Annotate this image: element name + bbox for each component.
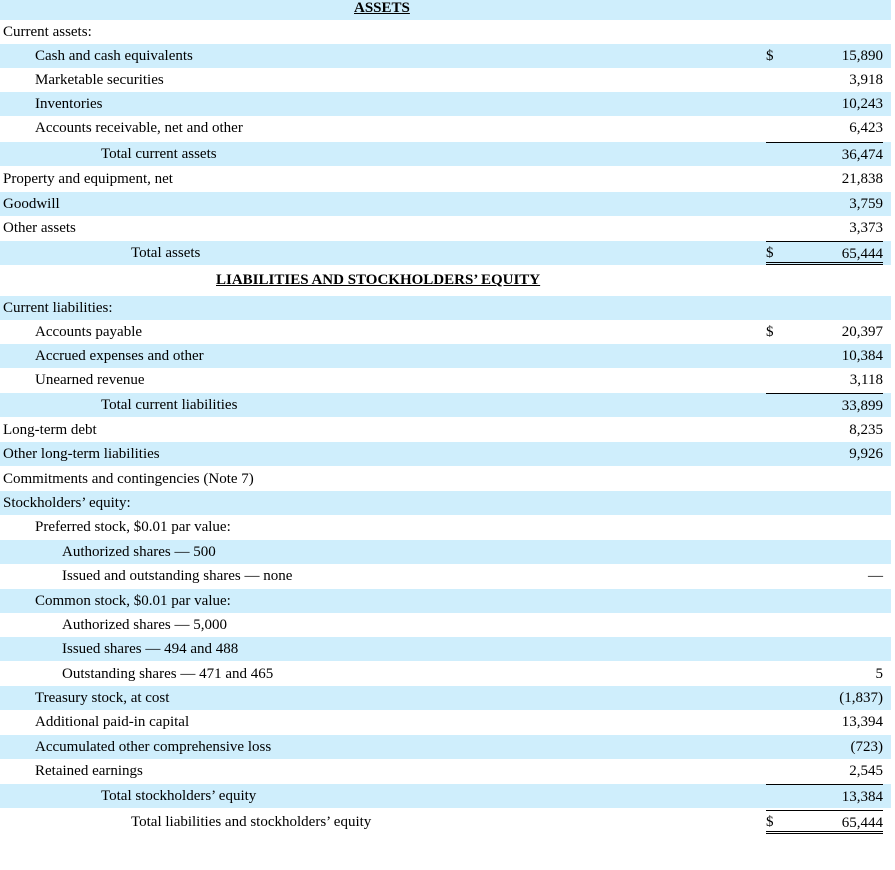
total-equity-row (0, 784, 891, 808)
inventories-label: Inventories (35, 96, 103, 112)
preferred-issued-row (0, 564, 891, 588)
currency-symbol: $ (766, 245, 774, 261)
common-outstanding-label: Outstanding shares — 471 and 465 (62, 666, 274, 682)
liabilities-heading-row (0, 268, 891, 294)
other-long-term-row (0, 442, 891, 466)
total-equity-value: 13,384 (766, 784, 883, 808)
cash-row (0, 44, 891, 68)
total-liabilities-equity-row (0, 810, 891, 834)
common-authorized-label: Authorized shares — 5,000 (62, 617, 227, 633)
cash-label: Cash and cash equivalents (35, 48, 193, 64)
treasury-stock-row (0, 686, 891, 710)
total-current-assets-value: 36,474 (766, 142, 883, 166)
currency-symbol: $ (766, 814, 774, 830)
cash-value: 15,890 (841, 48, 883, 64)
long-term-debt-value: 8,235 (849, 422, 883, 438)
commitments-label: Commitments and contingencies (Note 7) (3, 471, 254, 487)
unearned-revenue-label: Unearned revenue (35, 372, 145, 388)
common-issued-row (0, 637, 891, 661)
total-assets-label: Total assets (131, 245, 201, 261)
common-stock-label: Common stock, $0.01 par value: (35, 593, 231, 609)
liabilities-equity-heading: LIABILITIES AND STOCKHOLDERS’ EQUITY (216, 272, 541, 288)
currency-symbol: $ (766, 324, 774, 340)
accrued-expenses-value: 10,384 (841, 348, 883, 364)
other-assets-row (0, 216, 891, 240)
current-liabilities-header-row (0, 296, 891, 320)
total-current-liabilities-row (0, 393, 891, 417)
assets-heading-row (0, 0, 891, 20)
preferred-authorized-label: Authorized shares — 500 (62, 544, 216, 560)
total-current-assets-row (0, 142, 891, 166)
total-liabilities-equity-label: Total liabilities and stockholders’ equity (131, 814, 372, 830)
marketable-securities-value: 3,918 (849, 72, 883, 88)
accounts-payable-value: 20,397 (841, 324, 883, 340)
preferred-authorized-row (0, 540, 891, 564)
aocl-label: Accumulated other comprehensive loss (35, 739, 272, 755)
other-long-term-value: 9,926 (849, 446, 883, 462)
apic-row (0, 710, 891, 734)
commitments-row (0, 467, 891, 491)
stockholders-equity-header-row (0, 491, 891, 515)
preferred-issued-label: Issued and outstanding shares — none (62, 568, 293, 584)
common-outstanding-row (0, 662, 891, 686)
total-assets-value: 65,444 (766, 241, 883, 265)
goodwill-row (0, 192, 891, 216)
currency-symbol: $ (766, 48, 774, 64)
aocl-row (0, 735, 891, 759)
treasury-stock-value: (1,837) (839, 690, 883, 706)
stockholders-equity-label: Stockholders’ equity: (3, 495, 131, 511)
unearned-revenue-value: 3,118 (849, 372, 883, 388)
common-authorized-row (0, 613, 891, 637)
other-assets-label: Other assets (3, 220, 76, 236)
inventories-value: 10,243 (841, 96, 883, 112)
preferred-stock-label: Preferred stock, $0.01 par value: (35, 519, 231, 535)
accounts-payable-row (0, 320, 891, 344)
unearned-revenue-row (0, 368, 891, 392)
current-liabilities-label: Current liabilities: (3, 300, 113, 316)
property-equipment-label: Property and equipment, net (3, 171, 173, 187)
common-outstanding-value: 5 (875, 666, 883, 682)
retained-earnings-value: 2,545 (849, 763, 883, 779)
total-current-assets-label: Total current assets (101, 146, 217, 162)
inventories-row (0, 92, 891, 116)
total-assets-row (0, 241, 891, 265)
assets-heading: ASSETS (354, 0, 410, 16)
goodwill-label: Goodwill (3, 196, 60, 212)
aocl-value: (723) (850, 739, 883, 755)
apic-value: 13,394 (841, 714, 883, 730)
marketable-securities-label: Marketable securities (35, 72, 164, 88)
treasury-stock-label: Treasury stock, at cost (35, 690, 170, 706)
retained-earnings-row (0, 759, 891, 783)
common-stock-row (0, 589, 891, 613)
current-assets-header-row (0, 20, 891, 44)
retained-earnings-label: Retained earnings (35, 763, 143, 779)
accounts-receivable-value: 6,423 (849, 120, 883, 136)
goodwill-value: 3,759 (849, 196, 883, 212)
total-liabilities-equity-value: 65,444 (766, 810, 883, 834)
other-long-term-label: Other long-term liabilities (3, 446, 160, 462)
preferred-stock-row (0, 515, 891, 539)
total-equity-label: Total stockholders’ equity (101, 788, 257, 804)
marketable-securities-row (0, 68, 891, 92)
current-assets-label: Current assets: (3, 24, 92, 40)
property-equipment-row (0, 167, 891, 191)
accrued-expenses-label: Accrued expenses and other (35, 348, 204, 364)
other-assets-value: 3,373 (849, 220, 883, 236)
total-current-liabilities-label: Total current liabilities (101, 397, 238, 413)
common-issued-label: Issued shares — 494 and 488 (62, 641, 239, 657)
accounts-receivable-label: Accounts receivable, net and other (35, 120, 243, 136)
preferred-issued-value: — (868, 568, 883, 584)
property-equipment-value: 21,838 (841, 171, 883, 187)
accounts-receivable-row (0, 116, 891, 140)
long-term-debt-row (0, 418, 891, 442)
accrued-expenses-row (0, 344, 891, 368)
long-term-debt-label: Long-term debt (3, 422, 97, 438)
total-current-liabilities-value: 33,899 (766, 393, 883, 417)
apic-label: Additional paid-in capital (35, 714, 190, 730)
accounts-payable-label: Accounts payable (35, 324, 143, 340)
